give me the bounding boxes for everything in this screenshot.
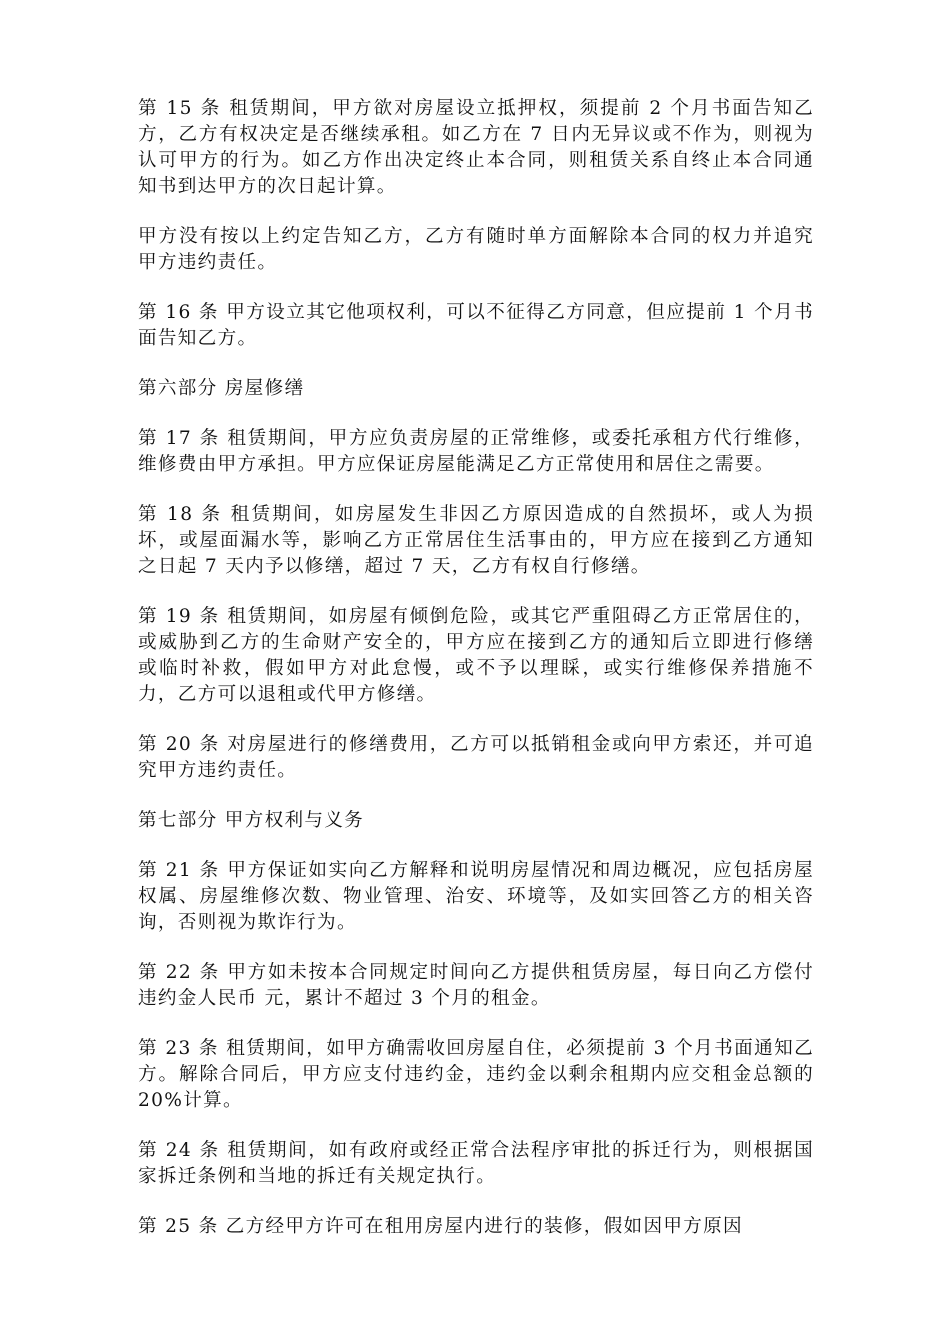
clause-24: 第 24 条 租赁期间，如有政府或经正常合法程序审批的拆迁行为，则根据国家拆迁条例和当地的拆迁有关规定执行。 xyxy=(138,1140,814,1187)
document-page xyxy=(138,96,814,1240)
clause-18: 第 18 条 租赁期间，如房屋发生非因乙方原因造成的自然损坏，或人为损坏，或屋面漏水等，影响乙方正常居住生活事由的，甲方应在接到乙方通知之日起 7 天内予以修缮，超过 7 天，乙方有权自行修缮。 xyxy=(138,504,814,577)
clause-15: 第 15 条 租赁期间，甲方欲对房屋设立抵押权，须提前 2 个月书面告知乙方，乙方有权决定是否继续承租。如乙方在 7 日内无异议或不作为，则视为认可甲方的行为。如乙方作出决定终止本合同，则租赁关系自终止本合同通知书到达甲方的次日起计算。 xyxy=(138,98,814,197)
clause-21: 第 21 条 甲方保证如实向乙方解释和说明房屋情况和周边概况，应包括房屋权属、房屋维修次数、物业管理、治安、环境等，及如实回答乙方的相关咨询，否则视为欺诈行为。 xyxy=(138,860,814,933)
clause-17: 第 17 条 租赁期间，甲方应负责房屋的正常维修，或委托承租方代行维修，维修费由甲方承担。甲方应保证房屋能满足乙方正常使用和居住之需要。 xyxy=(138,428,814,475)
section-heading-part-6: 第六部分 房屋修缮 xyxy=(138,378,305,399)
clause-23: 第 23 条 租赁期间，如甲方确需收回房屋自住，必须提前 3 个月书面通知乙方。解除合同后，甲方应支付违约金，违约金以剩余租期内应交租金总额的 20%计算。 xyxy=(138,1038,814,1111)
clause-25: 第 25 条 乙方经甲方许可在租用房屋内进行的装修，假如因甲方原因 xyxy=(138,1216,743,1237)
clause-16: 第 16 条 甲方设立其它他项权利，可以不征得乙方同意，但应提前 1 个月书面告知乙方。 xyxy=(138,302,814,349)
clause-20: 第 20 条 对房屋进行的修缮费用，乙方可以抵销租金或向甲方索还，并可追究甲方违约责任。 xyxy=(138,734,814,781)
clause-19: 第 19 条 租赁期间，如房屋有倾倒危险，或其它严重阻碍乙方正常居住的，或威胁到乙方的生命财产安全的，甲方应在接到乙方的通知后立即进行修缮或临时补救，假如甲方对此怠慢，或不予以理睬，或实行维修保养措施不力，乙方可以退租或代甲方修缮。 xyxy=(138,606,814,705)
clause-15-supplement: 甲方没有按以上约定告知乙方，乙方有随时单方面解除本合同的权力并追究甲方违约责任。 xyxy=(138,226,814,273)
section-heading-part-7: 第七部分 甲方权利与义务 xyxy=(138,810,365,831)
clause-22: 第 22 条 甲方如未按本合同规定时间向乙方提供租赁房屋，每日向乙方偿付违约金人民币 元，累计不超过 3 个月的租金。 xyxy=(138,962,814,1009)
